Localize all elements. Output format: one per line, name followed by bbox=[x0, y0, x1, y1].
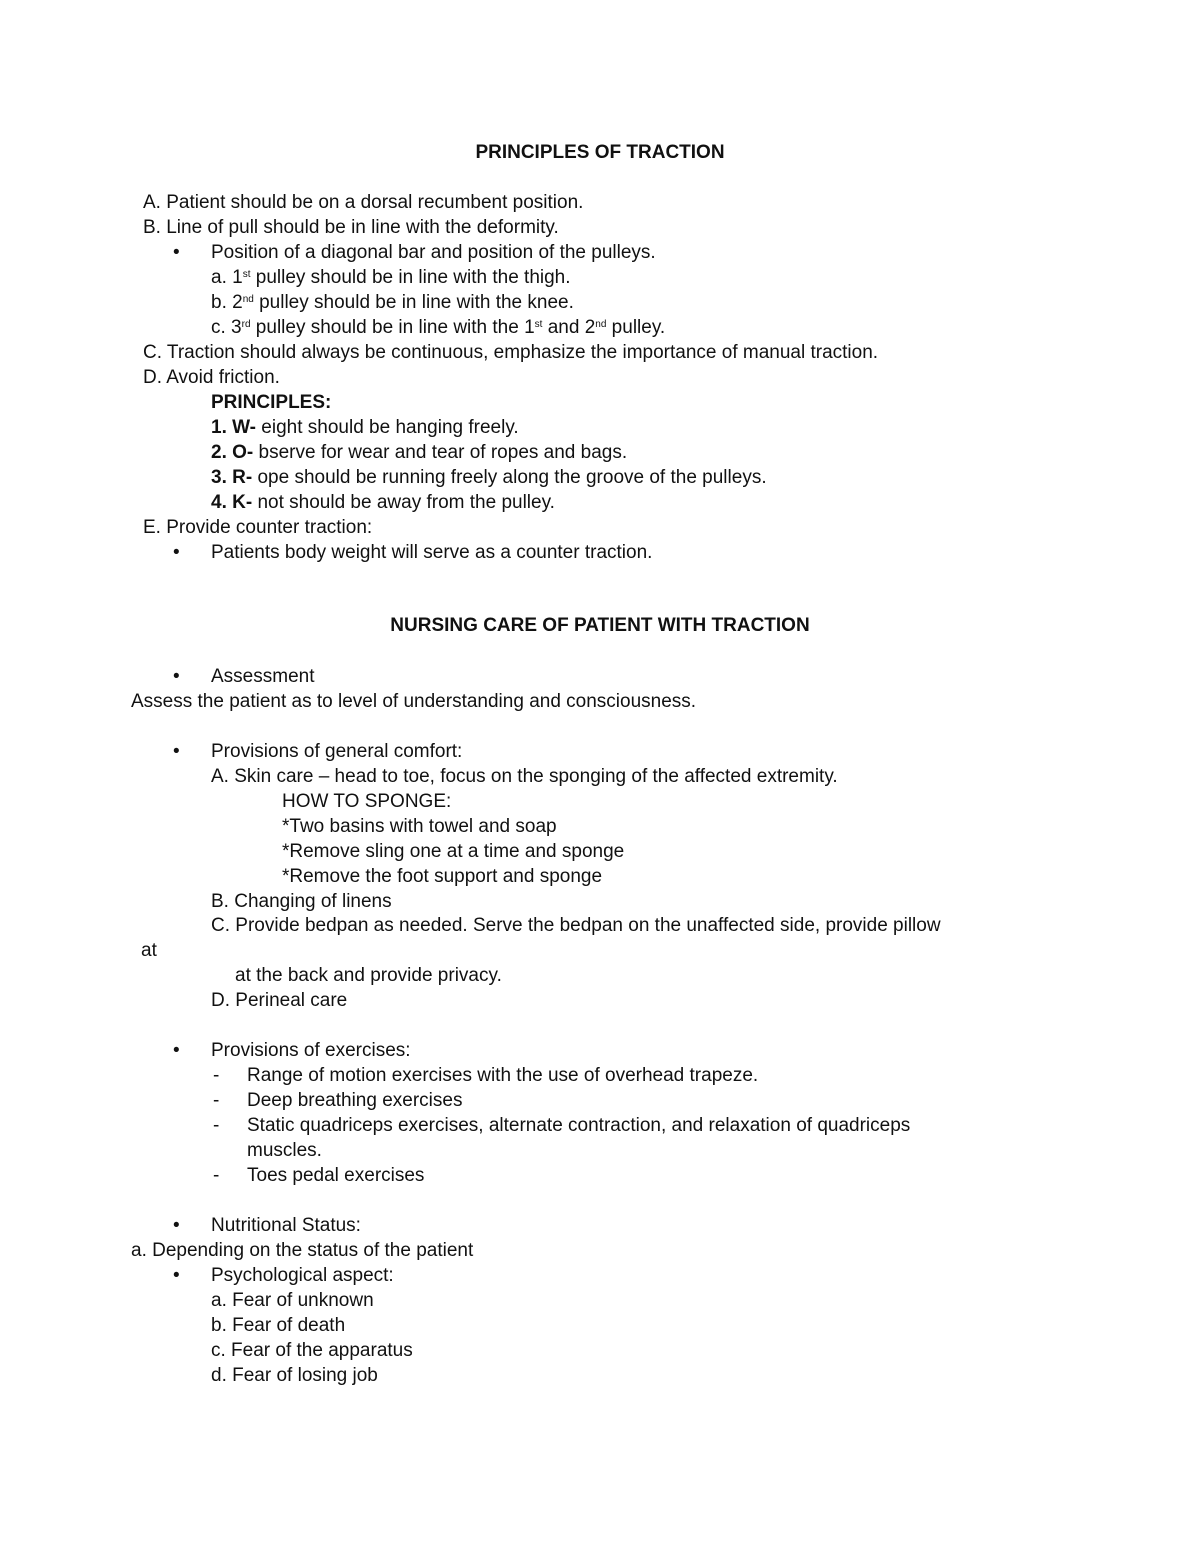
sponge-step: *Remove sling one at a time and sponge bbox=[282, 841, 625, 862]
principle-weight: 1. W- eight should be hanging freely. bbox=[211, 417, 519, 438]
bedpan-line-3: at the back and provide privacy. bbox=[235, 965, 502, 986]
principle-observe: 2. O- bserve for wear and tear of ropes and bags. bbox=[211, 442, 628, 463]
sponge-step: *Remove the foot support and sponge bbox=[282, 866, 603, 887]
principle-rope: 3. R- ope should be running freely along the groove of the pulleys. bbox=[211, 467, 767, 488]
fear-item: a. Fear of unknown bbox=[211, 1290, 374, 1311]
principle-knot: 4. K- not should be away from the pulley. bbox=[211, 492, 555, 513]
comfort-heading: Provisions of general comfort: bbox=[211, 741, 463, 762]
how-to-sponge: HOW TO SPONGE: bbox=[282, 791, 452, 812]
exercise-item: Toes pedal exercises bbox=[247, 1165, 425, 1186]
changing-linens: B. Changing of linens bbox=[211, 891, 392, 912]
bullet-icon: • bbox=[173, 1265, 180, 1286]
pulley-1: a. 1st pulley should be in line with the thigh. bbox=[211, 267, 571, 288]
assessment-text: Assess the patient as to level of understanding and consciousness. bbox=[131, 691, 697, 712]
bullet-icon: • bbox=[173, 1215, 180, 1236]
bullet-icon: • bbox=[173, 666, 180, 687]
exercise-item: Range of motion exercises with the use of overhead trapeze. bbox=[247, 1065, 759, 1086]
bullet-icon: • bbox=[173, 1040, 180, 1061]
section-title-nursing-care: NURSING CARE OF PATIENT WITH TRACTION bbox=[390, 615, 810, 636]
psych-heading: Psychological aspect: bbox=[211, 1265, 394, 1286]
dash-icon: - bbox=[213, 1065, 220, 1086]
nutrition-heading: Nutritional Status: bbox=[211, 1215, 361, 1236]
sponge-step: *Two basins with towel and soap bbox=[282, 816, 557, 837]
item-d: D. Avoid friction. bbox=[143, 367, 280, 388]
item-c: C. Traction should always be continuous, emphasize the importance of manual traction. bbox=[143, 342, 879, 363]
pulley-3: c. 3rd pulley should be in line with the 1st and 2nd pulley. bbox=[211, 317, 666, 338]
bullet-icon: • bbox=[173, 242, 180, 263]
item-e: E. Provide counter traction: bbox=[143, 517, 373, 538]
bedpan-line-2: at bbox=[141, 940, 157, 961]
bullet-icon: • bbox=[173, 741, 180, 762]
fear-item: d. Fear of losing job bbox=[211, 1365, 378, 1386]
fear-item: c. Fear of the apparatus bbox=[211, 1340, 413, 1361]
item-a: A. Patient should be on a dorsal recumbent position. bbox=[143, 192, 584, 213]
bedpan-line-1: C. Provide bedpan as needed. Serve the bedpan on the unaffected side, provide pillow bbox=[211, 915, 941, 936]
fear-item: b. Fear of death bbox=[211, 1315, 346, 1336]
section-title-principles: PRINCIPLES OF TRACTION bbox=[475, 142, 725, 163]
item-b: B. Line of pull should be in line with the deformity. bbox=[143, 217, 559, 238]
exercise-item-continued: muscles. bbox=[247, 1140, 322, 1161]
assessment-heading: Assessment bbox=[211, 666, 315, 687]
bullet-icon: • bbox=[173, 542, 180, 563]
nutrition-text: a. Depending on the status of the patient bbox=[131, 1240, 474, 1261]
skin-care: A. Skin care – head to toe, focus on the sponging of the affected extremity. bbox=[211, 766, 838, 787]
dash-icon: - bbox=[213, 1090, 220, 1111]
dash-icon: - bbox=[213, 1165, 220, 1186]
exercise-item: Static quadriceps exercises, alternate contraction, and relaxation of quadriceps bbox=[247, 1115, 911, 1136]
perineal-care: D. Perineal care bbox=[211, 990, 348, 1011]
bullet-body-weight: Patients body weight will serve as a counter traction. bbox=[211, 542, 653, 563]
dash-icon: - bbox=[213, 1115, 220, 1136]
exercise-item: Deep breathing exercises bbox=[247, 1090, 463, 1111]
exercises-heading: Provisions of exercises: bbox=[211, 1040, 411, 1061]
principles-label: PRINCIPLES: bbox=[211, 392, 332, 413]
bullet-diagonal-bar: Position of a diagonal bar and position of the pulleys. bbox=[211, 242, 656, 263]
pulley-2: b. 2nd pulley should be in line with the knee. bbox=[211, 292, 574, 313]
